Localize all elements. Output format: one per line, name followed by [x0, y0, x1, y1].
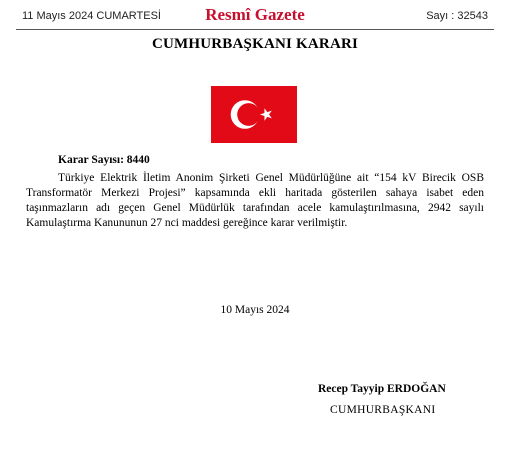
- turkish-flag-icon: [211, 86, 297, 143]
- signer-title: CUMHURBAŞKANI: [330, 404, 436, 416]
- gazette-title: Resmî Gazete: [205, 5, 305, 24]
- gazette-date: 11 Mayıs 2024 CUMARTESİ: [22, 10, 161, 22]
- signer-name: Recep Tayyip ERDOĞAN: [318, 383, 446, 395]
- decision-date: 10 Mayıs 2024: [220, 304, 290, 316]
- decision-body-text: Türkiye Elektrik İletim Anonim Şirketi Genel Müdürlüğüne ait “154 kV Birecik OSB Transformatör Merkezi Projesi” kapsamında ekli haritada gösterilen sahaya isabet eden taşınmazların adı geçen Genel Müdürlük tarafından acele kamulaştırılmasına, 2942 sayılı Kamulaştırma Kanununun 27 nci maddesi gereğince karar verilmiştir.: [26, 172, 484, 229]
- gazette-issue-number: Sayı : 32543: [426, 10, 488, 22]
- header-divider: [16, 29, 494, 30]
- decision-heading: CUMHURBAŞKANI KARARI: [151, 36, 359, 52]
- decision-number: Karar Sayısı: 8440: [58, 154, 150, 166]
